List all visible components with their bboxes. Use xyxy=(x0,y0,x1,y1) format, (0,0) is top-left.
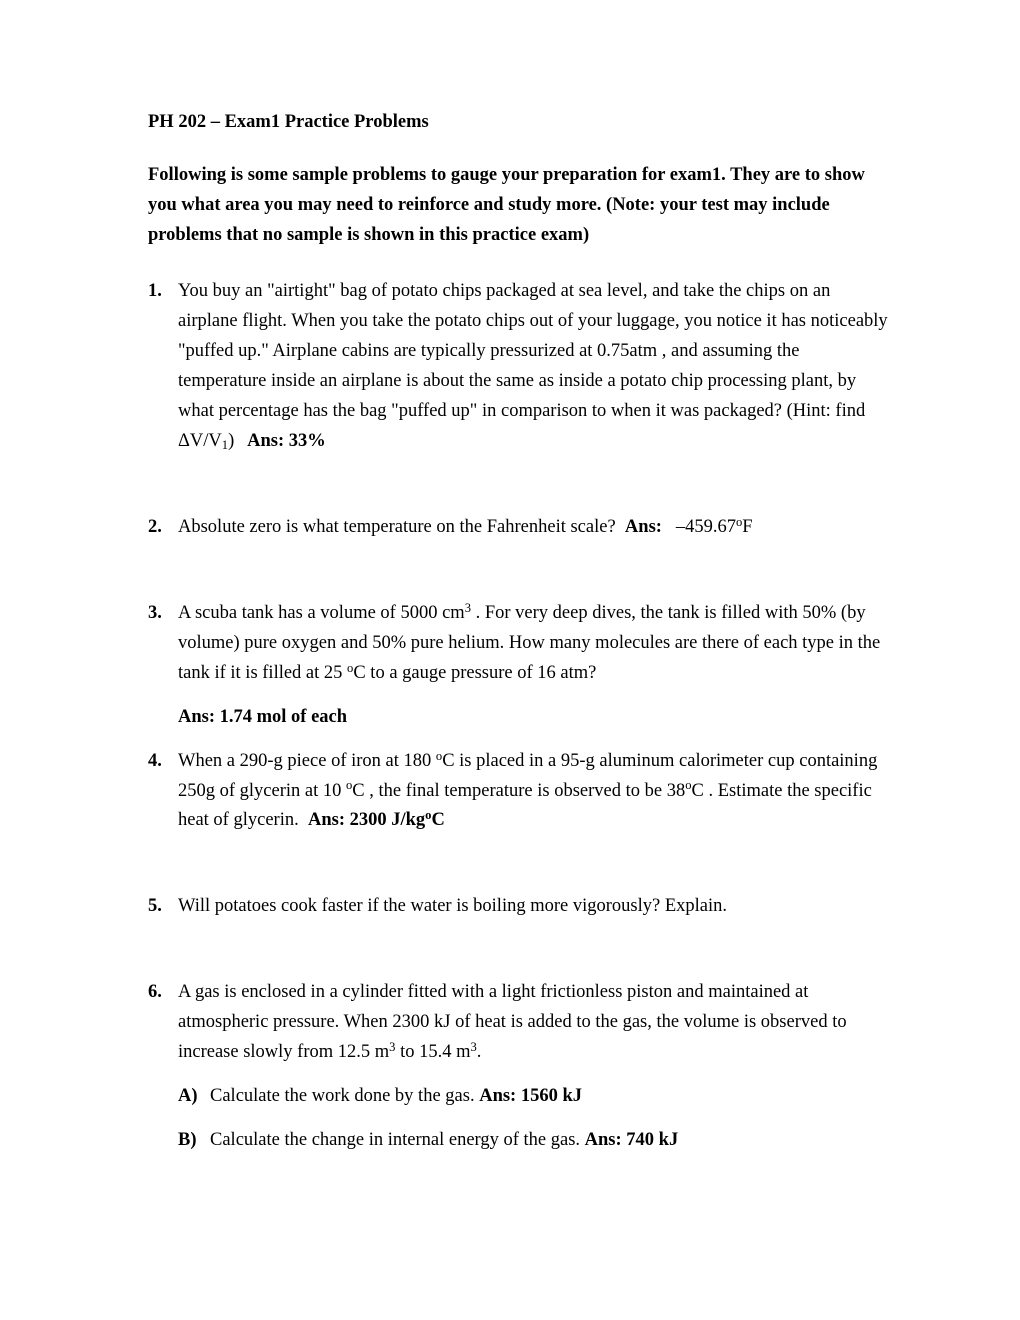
superscript-3: 3 xyxy=(470,1040,477,1055)
subpart-text xyxy=(210,1126,890,1156)
problem-text-part-c: . xyxy=(476,1042,482,1063)
answer-value: –459.67 xyxy=(675,516,736,537)
problem-text-part-d: C . Estimate the specific heat of glycerin. xyxy=(178,780,872,831)
problem-text xyxy=(178,513,890,543)
problem-text-part-a: A gas is enclosed in a cylinder fitted with a light frictionless piston and maintained at atmospheric pressure. When 2300 kJ of heat is added to the gas, the volume is observed to increase slowly from 12.5 m xyxy=(178,982,847,1063)
spacer xyxy=(148,836,890,892)
spacer xyxy=(148,543,890,599)
problem-number: 3. xyxy=(148,602,162,623)
problem-body xyxy=(178,277,890,457)
problem-3 xyxy=(148,599,890,689)
problem-5 xyxy=(148,892,890,922)
degree-symbol: o xyxy=(346,778,353,793)
problem-6-subpart-a xyxy=(148,1082,890,1112)
degree-symbol: o xyxy=(685,778,692,793)
problem-3-answer: Ans: 1.74 mol of each xyxy=(178,706,348,727)
spacer xyxy=(148,733,890,747)
problem-text-part-c: C to a gauge pressure of 16 atm? xyxy=(353,662,597,683)
problem-number: 2. xyxy=(148,516,162,537)
problem-text-part-a: You buy an "airtight" bag of potato chips packaged at sea level, and take the chips on an airplane flight. When you take the potato chips out of your luggage, you notice it has noticeably "puffed up." Airplane cabins are typically pressurized at 0.75atm , and assuming the temperature inside an airplane is about the same as inside a potato chip processing plant, by what percentage has the bag "puffed up" in comparison to when it was packaged? (Hint: find xyxy=(178,280,888,421)
problem-text xyxy=(178,978,890,1068)
degree-symbol: o xyxy=(435,748,443,763)
problem-text xyxy=(178,277,890,457)
superscript-3: 3 xyxy=(389,1040,396,1055)
problem-answer: Ans: 33% xyxy=(247,430,326,451)
spacer xyxy=(148,1112,890,1126)
problem-body xyxy=(178,978,890,1068)
problem-number: 5. xyxy=(148,896,162,917)
intro-paragraph: Following is some sample problems to gauge your preparation for exam1. They are to show you what area you may need to reinforce and study more. (Note: your test may include problems that no sample is shown in this practice exam) xyxy=(148,164,865,245)
subpart-question: Calculate the change in internal energy of the gas. xyxy=(210,1130,581,1151)
answer-label: Ans: xyxy=(624,516,662,537)
problem-body xyxy=(178,599,890,689)
problem-text: Will potatoes cook faster if the water is boiling more vigorously? Explain. xyxy=(178,896,727,917)
spacer xyxy=(148,922,890,978)
degree-symbol: o xyxy=(347,660,354,675)
answer-unit: F xyxy=(742,516,753,537)
degree-symbol: o xyxy=(735,514,743,529)
degree-symbol: o xyxy=(425,808,432,823)
subpart-text xyxy=(210,1082,890,1112)
problem-body xyxy=(178,747,890,837)
problem-1 xyxy=(148,277,890,457)
problem-body xyxy=(178,892,890,922)
problem-text-part-b: ) xyxy=(228,430,235,451)
page-title: PH 202 – Exam1 Practice Problems xyxy=(148,112,429,132)
spacer xyxy=(148,689,890,703)
problem-text xyxy=(178,599,890,689)
problem-6-subpart-b xyxy=(148,1126,890,1156)
answer-unit: C xyxy=(431,810,445,831)
subpart-question: Calculate the work done by the gas. xyxy=(210,1086,475,1107)
subpart-label: B) xyxy=(178,1130,197,1151)
problem-text-part-a: Absolute zero is what temperature on the Fahrenheit scale? xyxy=(178,516,616,537)
spacer xyxy=(148,457,890,513)
problem-text-part-a: A scuba tank has a volume of 5000 cm xyxy=(178,602,465,623)
subpart-answer: Ans: 740 kJ xyxy=(584,1130,679,1151)
problem-number: 1. xyxy=(148,280,162,301)
subpart-answer: Ans: 1560 kJ xyxy=(479,1086,583,1107)
problem-4 xyxy=(148,747,890,837)
problem-number: 6. xyxy=(148,982,162,1003)
subpart-label: A) xyxy=(178,1086,198,1107)
problem-6 xyxy=(148,978,890,1068)
answer-label: Ans: 2300 J/kg xyxy=(307,810,426,831)
problem-text-part-a: When a 290-g piece of iron at 180 xyxy=(178,750,436,771)
problem-2 xyxy=(148,513,890,543)
problem-text-part-c: C , the final temperature is observed to be 38 xyxy=(352,780,686,801)
superscript-3: 3 xyxy=(464,600,471,615)
spacer xyxy=(148,1068,890,1082)
problem-text-part-b: . For very deep dives, the tank is filled with 50% (by volume) pure oxygen and 50% pure helium. How many molecules are there of each type in the tank if it is filled at 25 xyxy=(178,602,881,683)
delta-v-symbol: ΔV/V xyxy=(178,430,222,451)
problem-text-part-b: C is placed in a 95-g aluminum calorimeter cup containing 250g of glycerin at 10 xyxy=(178,750,878,801)
problem-text-part-b: to 15.4 m xyxy=(395,1042,471,1063)
problem-body xyxy=(178,513,890,543)
subscript-1: 1 xyxy=(221,438,229,453)
problem-text xyxy=(178,747,890,837)
problem-number: 4. xyxy=(148,750,162,771)
